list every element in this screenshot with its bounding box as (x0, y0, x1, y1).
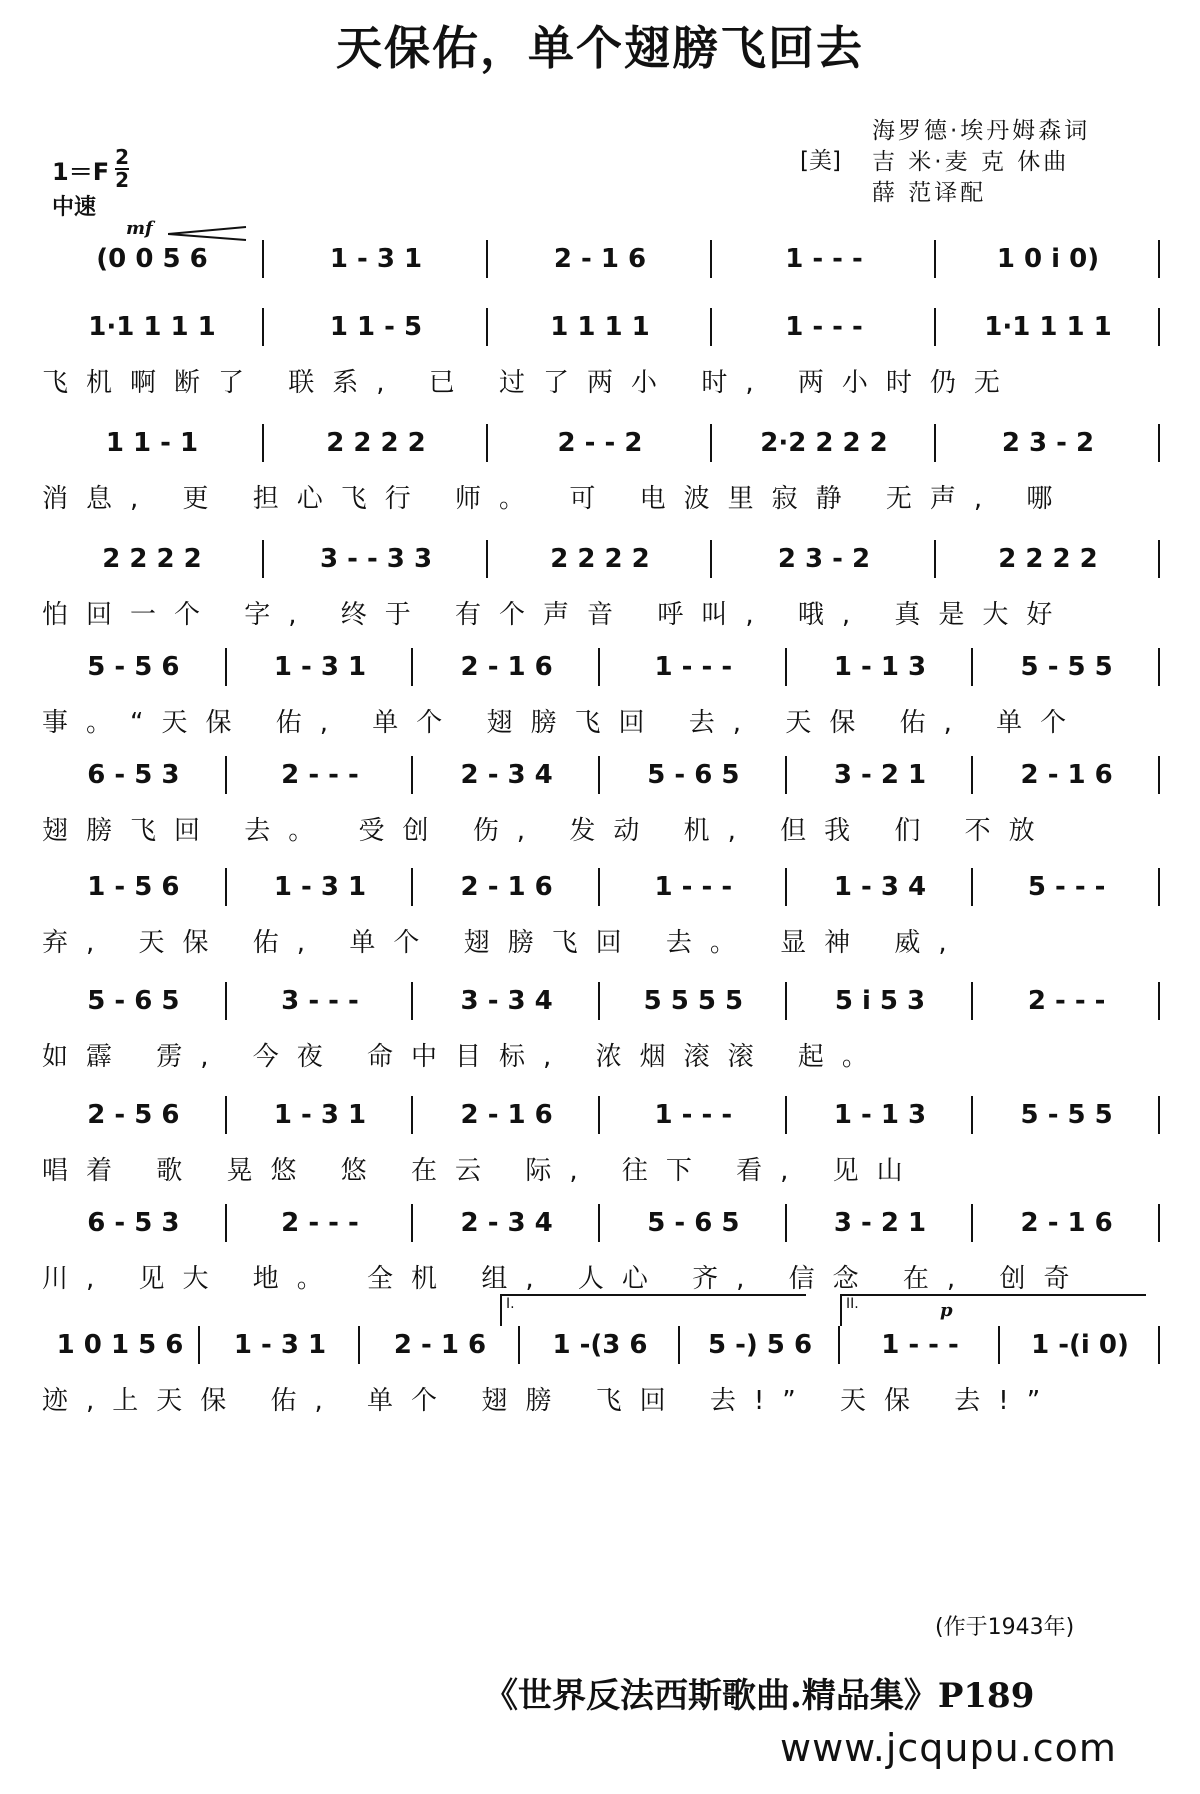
measure: 5 5 5 5 (600, 978, 787, 1024)
lyrics-line: 弃, 天保 佑, 单个 翅膀飞回 去。 显神 威, (42, 928, 965, 958)
lyrics-line: 飞机啊断了 联系, 已 过了两小 时, 两小时仍无 (42, 368, 1018, 398)
score-line (0, 864, 1200, 974)
measure: 1·1 1 1 1 (936, 304, 1160, 350)
notes-row (40, 1322, 1170, 1368)
measure: 2 2 2 2 (264, 420, 488, 466)
score-line (0, 304, 1200, 414)
notes-row (40, 864, 1170, 910)
key-signature (52, 145, 130, 192)
measure: 1 - 3 4 (787, 864, 974, 910)
composer: 吉 米·麦 克 休曲 (872, 149, 1070, 175)
lyrics-line: 怕回一个 字, 终于 有个声音 呼叫, 哦, 真是大好 (42, 600, 1071, 630)
measure: 5 - 5 6 (40, 644, 227, 690)
measure: 3 - 2 1 (787, 1200, 974, 1246)
measure: 2 - - - (227, 752, 414, 798)
score-line (0, 420, 1200, 530)
notes-row (40, 752, 1170, 798)
notes-row (40, 536, 1170, 582)
volta-first-ending: I. (500, 1294, 806, 1326)
measure: 1·1 1 1 1 (40, 304, 264, 350)
measure: 5 - - - (973, 864, 1160, 910)
measure: 1 - 3 1 (227, 1092, 414, 1138)
source-citation: 《世界反法西斯歌曲.精品集》P189 (484, 1676, 1035, 1716)
measure: 1 - 3 1 (227, 864, 414, 910)
time-top: 2 (115, 145, 130, 169)
measure: 3 - - 3 3 (264, 536, 488, 582)
time-signature (115, 145, 130, 192)
lyrics-line: 翅膀飞回 去。 受创 伤, 发动 机, 但我 们 不放 (42, 816, 1053, 846)
dynamic-mf: mf (126, 218, 153, 239)
measure: 1 - - - (840, 1322, 1000, 1368)
dynamic-p: p (940, 1300, 953, 1321)
measure: 2 - 1 6 (973, 752, 1160, 798)
score-line (0, 752, 1200, 862)
measure: 2 - 1 6 (413, 1092, 600, 1138)
measure: 2 - 3 4 (413, 1200, 600, 1246)
measure: 5 - 6 5 (600, 1200, 787, 1246)
measure: 1 -(3 6 (520, 1322, 680, 1368)
measure: 2 - 1 6 (973, 1200, 1160, 1246)
measure: 5 - 5 5 (973, 1092, 1160, 1138)
measure: 2 3 - 2 (936, 420, 1160, 466)
measure: 2 3 - 2 (712, 536, 936, 582)
measure: 5 - 6 5 (600, 752, 787, 798)
measure: 1 - 1 3 (787, 1092, 974, 1138)
measure: 1 - - - (712, 304, 936, 350)
notes-row (40, 978, 1170, 1024)
measure: 2 - 1 6 (360, 1322, 520, 1368)
measure: 1 - - - (712, 236, 936, 282)
translator: 薛 范译配 (872, 180, 987, 206)
score-line (0, 1296, 1200, 1432)
measure: 1 0 i 0) (936, 236, 1160, 282)
song-title: 天保佑，单个翅膀飞回去 (336, 21, 864, 75)
score-line (0, 978, 1200, 1088)
measure: 1 - 1 3 (787, 644, 974, 690)
measure: 2 2 2 2 (488, 536, 712, 582)
measure: 1 - - - (600, 864, 787, 910)
measure: 2 2 2 2 (40, 536, 264, 582)
measure: 5 -) 5 6 (680, 1322, 840, 1368)
notes-row (40, 1092, 1170, 1138)
key-label: 1＝F (52, 157, 110, 186)
measure: 6 - 5 3 (40, 1200, 227, 1246)
lyrics-line: 唱着 歌 晃悠 悠 在云 际, 往下 看, 见山 (42, 1156, 921, 1186)
measure: 1 - 3 1 (200, 1322, 360, 1368)
measure: 1 - 3 1 (227, 644, 414, 690)
measure: 2 - - - (973, 978, 1160, 1024)
measure: 5 i 5 3 (787, 978, 974, 1024)
score-line (0, 644, 1200, 754)
measure: 2 - - 2 (488, 420, 712, 466)
lyrics-line: 迹,上天保 佑, 单个 翅膀 飞回 去!” 天保 去!” (42, 1386, 1059, 1416)
score-line (0, 536, 1200, 646)
notes-row (40, 644, 1170, 690)
lyrics-line: 川, 见大 地。 全机 组, 人心 齐, 信念 在, 创奇 (42, 1264, 1088, 1294)
measure: (0 0 5 6 (40, 236, 264, 282)
measure: 1 -(i 0) (1000, 1322, 1160, 1368)
lyrics-line: 事。“天保 佑, 单个 翅膀飞回 去, 天保 佑, 单个 (42, 708, 1085, 738)
measure: 1 0 1 5 6 (40, 1322, 200, 1368)
measure: 2 - 1 6 (488, 236, 712, 282)
notes-row (40, 304, 1170, 350)
volta-second-ending: II. (840, 1294, 1146, 1326)
measure: 1 1 - 1 (40, 420, 264, 466)
measure: 1 - 3 1 (264, 236, 488, 282)
measure: 1 - - - (600, 1092, 787, 1138)
lyricist: 海罗德·埃丹姆森词 (872, 118, 1091, 144)
measure: 3 - - - (227, 978, 414, 1024)
website-watermark: www.jcqupu.com (780, 1726, 1117, 1770)
measure: 5 - 6 5 (40, 978, 227, 1024)
measure: 6 - 5 3 (40, 752, 227, 798)
measure: 2 - - - (227, 1200, 414, 1246)
nationality: [美] (800, 148, 841, 174)
measure: 3 - 2 1 (787, 752, 974, 798)
measure: 5 - 5 5 (973, 644, 1160, 690)
measure: 1 - - - (600, 644, 787, 690)
measure: 2 - 3 4 (413, 752, 600, 798)
measure: 1 1 - 5 (264, 304, 488, 350)
notes-row (40, 420, 1170, 466)
measure: 1 - 5 6 (40, 864, 227, 910)
tempo-marking: 中速 (52, 195, 97, 220)
notes-row (40, 1200, 1170, 1246)
measure: 3 - 3 4 (413, 978, 600, 1024)
notes-row (40, 236, 1170, 282)
composition-date: (作于1943年) (935, 1615, 1075, 1640)
measure: 1 1 1 1 (488, 304, 712, 350)
measure: 2 - 5 6 (40, 1092, 227, 1138)
lyrics-line: 消息, 更 担心飞行 师。 可 电波里寂静 无声, 哪 (42, 484, 1071, 514)
time-bottom: 2 (115, 168, 130, 192)
lyrics-line: 如霹 雳, 今夜 命中目标, 浓烟滚滚 起。 (42, 1042, 886, 1072)
measure: 2 2 2 2 (936, 536, 1160, 582)
measure: 2 - 1 6 (413, 644, 600, 690)
measure: 2 - 1 6 (413, 864, 600, 910)
score-line (0, 1092, 1200, 1202)
measure: 2·2 2 2 2 (712, 420, 936, 466)
